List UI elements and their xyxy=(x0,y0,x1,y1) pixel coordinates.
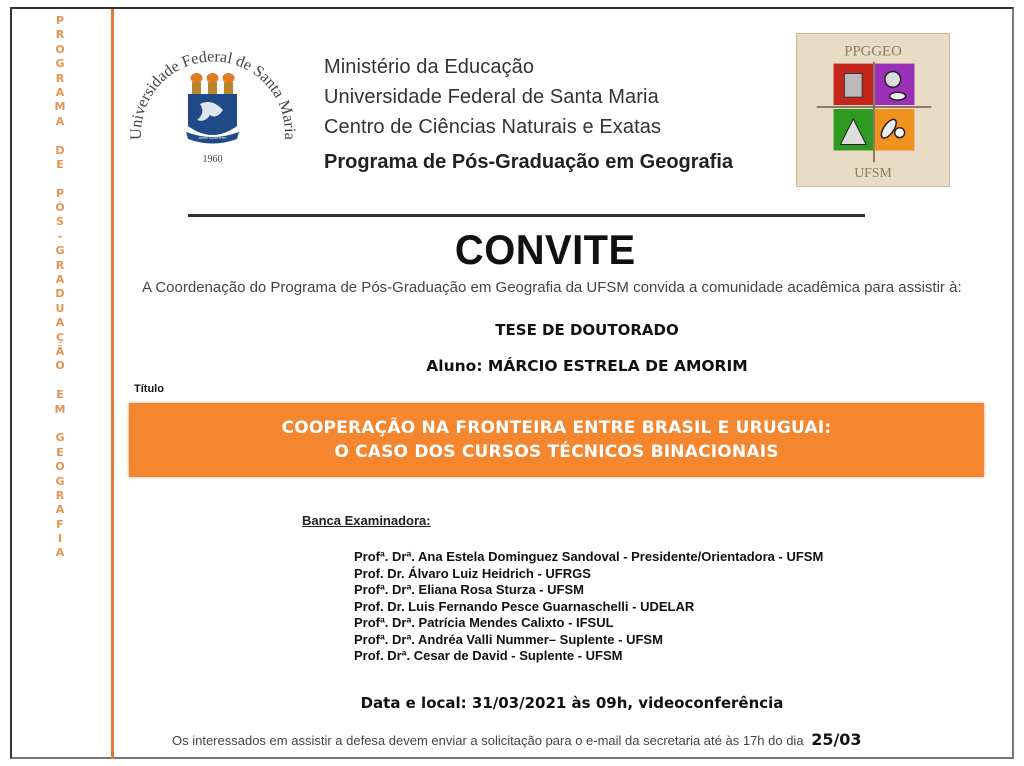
committee-label: Banca Examinadora: xyxy=(302,513,431,528)
defense-type: TESE DE DOUTORADO xyxy=(495,321,679,339)
committee-member: Prof. Drª. Cesar de David - Suplente - UFSM xyxy=(354,648,623,663)
vertical-letter: R xyxy=(55,28,65,42)
vertical-letter: A xyxy=(55,273,65,287)
thesis-title-banner xyxy=(129,403,984,477)
vertical-letter: - xyxy=(57,229,63,243)
seal-year: 1960 xyxy=(202,154,223,165)
vertical-letter: E xyxy=(56,445,64,459)
vertical-letter: G xyxy=(55,57,65,71)
vertical-letter: R xyxy=(55,488,65,502)
vertical-letter: E xyxy=(56,157,64,171)
date-location: Data e local: 31/03/2021 às 09h, videoconferência xyxy=(360,694,784,712)
footer-note-text: Os interessados em assistir a defesa devem enviar a solicitação para o e-mail da secretaria até às 17h do dia xyxy=(172,733,804,748)
vertical-letter: I xyxy=(57,532,63,546)
vertical-letter: A xyxy=(55,316,65,330)
deadline-date: 25/03 xyxy=(811,730,862,749)
vertical-letter: Ã xyxy=(55,344,65,358)
invitation-heading: CONVITE xyxy=(454,226,636,273)
vertical-letter: P xyxy=(55,14,65,27)
vertical-letter: G xyxy=(55,474,65,488)
committee-member: Profª. Drª. Ana Estela Dominguez Sandoval - Presidente/Orientadora - UFSM xyxy=(354,549,824,564)
eye-icon xyxy=(885,72,901,88)
vertical-letter: A xyxy=(55,114,65,128)
vertical-letter: A xyxy=(55,85,65,99)
vertical-letter: G xyxy=(55,431,65,445)
building-icon xyxy=(844,73,862,97)
ppggeo-logo xyxy=(796,33,950,187)
committee-list xyxy=(354,549,823,665)
vertical-letter: R xyxy=(55,258,65,272)
committee-member: Prof. Dr. Álvaro Luiz Heidrich - UFRGS xyxy=(354,565,591,581)
vertical-letter: S xyxy=(56,215,64,229)
vertical-letter: A xyxy=(55,503,65,517)
ufsm-seal-logo xyxy=(128,26,298,188)
vertical-letter: P xyxy=(55,186,65,200)
institution-header xyxy=(324,52,733,178)
thesis-title-line1: COOPERAÇÃO NA FRONTEIRA ENTRE BRASIL E URUGUAI: xyxy=(281,418,832,438)
student-name: Aluno: MÁRCIO ESTRELA DE AMORIM xyxy=(426,357,748,375)
title-label: Título xyxy=(134,383,164,395)
vertical-letter: D xyxy=(55,143,65,157)
vertical-letter: D xyxy=(55,287,65,301)
vertical-letter: M xyxy=(54,402,66,416)
vertical-letter: E xyxy=(56,388,64,402)
seal-arc-text: Universidade Federal de Santa Maria xyxy=(128,48,298,141)
vertical-program-banner xyxy=(52,14,68,561)
orange-divider-line xyxy=(111,9,114,759)
footer-note xyxy=(172,730,862,749)
torches-icon xyxy=(191,73,235,94)
program-line: Programa de Pós-Graduação em Geografia xyxy=(324,151,734,173)
vertical-letter: G xyxy=(55,244,65,258)
vertical-letter: U xyxy=(55,301,65,315)
university-line: Universidade Federal de Santa Maria xyxy=(324,86,659,108)
seal-motto: SERIS SAPIENTIE xyxy=(198,136,227,140)
header-divider xyxy=(188,214,865,217)
committee-member: Profª. Drª. Andréa Valli Nummer– Suplente - UFSM xyxy=(354,631,663,647)
thesis-title-line2: O CASO DOS CURSOS TÉCNICOS BINACIONAIS xyxy=(334,442,779,462)
ppggeo-top-text: PPGGEO xyxy=(844,43,902,60)
ppggeo-bottom-text: UFSM xyxy=(854,165,892,181)
vertical-letter: O xyxy=(55,460,65,474)
committee-member: Profª. Drª. Patrícia Mendes Calixto - IFSUL xyxy=(354,615,614,630)
vertical-letter: R xyxy=(55,71,65,85)
committee-member: Prof. Dr. Luis Fernando Pesce Guarnaschelli - UDELAR xyxy=(354,598,695,614)
vertical-letter: A xyxy=(55,546,65,560)
invitation-intro: A Coordenação do Programa de Pós-Graduação em Geografia da UFSM convida a comunidade acadêmica para assistir à: xyxy=(142,279,962,296)
committee-member: Profª. Drª. Eliana Rosa Sturza - UFSM xyxy=(354,582,584,597)
vertical-letter: M xyxy=(54,100,66,114)
vertical-letter: O xyxy=(55,42,65,56)
vertical-letter: O xyxy=(55,359,65,373)
vertical-letter: Ó xyxy=(55,201,65,215)
ministry-line: Ministério da Educação xyxy=(324,56,535,78)
vertical-letter: F xyxy=(56,517,64,531)
vertical-letter: Ç xyxy=(55,330,65,344)
center-line: Centro de Ciências Naturais e Exatas xyxy=(324,116,662,138)
